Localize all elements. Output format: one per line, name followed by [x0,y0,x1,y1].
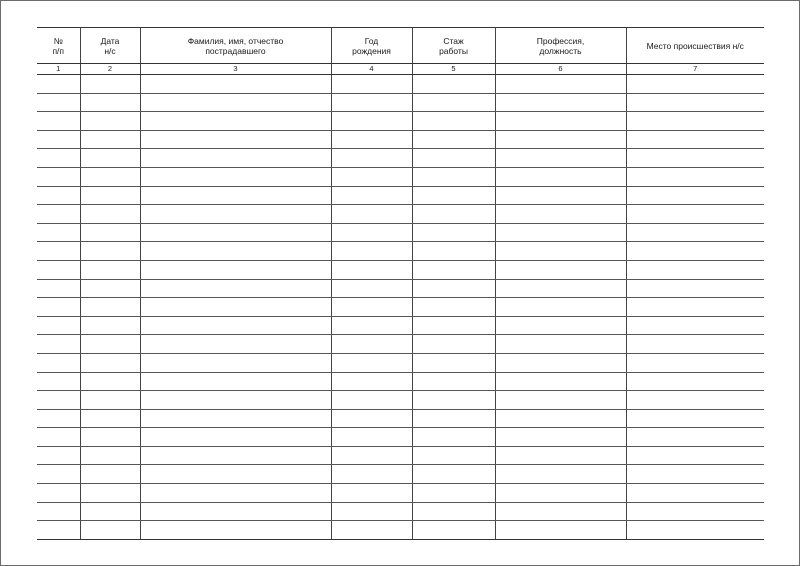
table-cell[interactable] [140,93,331,112]
table-cell[interactable] [626,465,764,484]
table-cell[interactable] [412,446,495,465]
table-row [37,75,764,94]
table-cell[interactable] [495,186,626,205]
table-row [37,93,764,112]
table-cell[interactable] [412,75,495,94]
table-cell[interactable] [412,167,495,186]
col-number-4: 4 [331,64,412,75]
table-cell[interactable] [331,502,412,521]
table-cell[interactable] [495,335,626,354]
table-cell[interactable] [80,75,140,94]
table-cell[interactable] [331,279,412,298]
table-cell[interactable] [80,335,140,354]
table-cell[interactable] [140,446,331,465]
col-header-location: Место происшествия н/с [626,28,764,64]
table-cell[interactable] [412,428,495,447]
table-cell[interactable] [495,428,626,447]
table-cell[interactable] [140,130,331,149]
table-row [37,521,764,540]
table-cell[interactable] [626,260,764,279]
table-cell[interactable] [412,391,495,410]
table-cell[interactable] [37,186,80,205]
table-cell[interactable] [80,484,140,503]
table-cell[interactable] [331,335,412,354]
table-row [37,223,764,242]
table-cell[interactable] [37,167,80,186]
table-cell[interactable] [331,353,412,372]
table-row [37,502,764,521]
table-row [37,260,764,279]
table-cell[interactable] [80,521,140,540]
table-cell[interactable] [331,205,412,224]
table-cell[interactable] [495,298,626,317]
table-row [37,353,764,372]
table-cell[interactable] [80,446,140,465]
table-cell[interactable] [626,298,764,317]
table-cell[interactable] [495,446,626,465]
table-cell[interactable] [140,242,331,261]
table-cell[interactable] [140,353,331,372]
table-cell[interactable] [495,353,626,372]
table-cell[interactable] [37,75,80,94]
table-cell[interactable] [140,372,331,391]
table-cell[interactable] [37,428,80,447]
table-row [37,409,764,428]
table-cell[interactable] [140,223,331,242]
table-cell[interactable] [331,167,412,186]
table-cell[interactable] [37,409,80,428]
table-cell[interactable] [412,298,495,317]
table-cell[interactable] [331,242,412,261]
table-cell[interactable] [140,205,331,224]
table-cell[interactable] [37,316,80,335]
table-cell[interactable] [37,391,80,410]
table-cell[interactable] [495,167,626,186]
table-cell[interactable] [37,484,80,503]
table-cell[interactable] [626,391,764,410]
table-cell[interactable] [37,205,80,224]
table-cell[interactable] [495,149,626,168]
table-cell[interactable] [331,409,412,428]
table-cell[interactable] [80,223,140,242]
col-header-profession: Профессия, должность [495,28,626,64]
table-cell[interactable] [626,446,764,465]
table-cell[interactable] [412,279,495,298]
table-cell[interactable] [80,242,140,261]
table-cell[interactable] [37,260,80,279]
table-cell[interactable] [626,353,764,372]
table-cell[interactable] [412,465,495,484]
header-row [37,28,764,64]
table-cell[interactable] [495,391,626,410]
table-cell[interactable] [412,372,495,391]
table-row [37,167,764,186]
table-cell[interactable] [412,484,495,503]
table-row [37,465,764,484]
table-cell[interactable] [37,335,80,354]
column-number-row [37,64,764,75]
col-number-6: 6 [495,64,626,75]
table-cell[interactable] [140,260,331,279]
table-cell[interactable] [495,205,626,224]
table-cell[interactable] [331,391,412,410]
table-cell[interactable] [331,223,412,242]
table-cell[interactable] [37,223,80,242]
table-row [37,316,764,335]
table-row [37,149,764,168]
table-cell[interactable] [626,428,764,447]
table-cell[interactable] [140,409,331,428]
accident-journal-table [37,27,764,540]
table-cell[interactable] [331,112,412,131]
table-cell[interactable] [412,205,495,224]
table-row [37,186,764,205]
table-cell[interactable] [331,521,412,540]
table-cell[interactable] [626,372,764,391]
table-cell[interactable] [412,409,495,428]
table-cell[interactable] [331,186,412,205]
table-cell[interactable] [331,316,412,335]
table-cell[interactable] [331,149,412,168]
table-cell[interactable] [80,391,140,410]
table-cell[interactable] [140,112,331,131]
table-cell[interactable] [495,409,626,428]
table-cell[interactable] [412,502,495,521]
table-cell[interactable] [412,149,495,168]
table-cell[interactable] [37,372,80,391]
table-cell[interactable] [331,484,412,503]
table-cell[interactable] [331,446,412,465]
table-cell[interactable] [37,353,80,372]
table-cell[interactable] [412,521,495,540]
table-cell[interactable] [495,242,626,261]
table-cell[interactable] [80,93,140,112]
table-cell[interactable] [80,260,140,279]
table-cell[interactable] [495,465,626,484]
table-cell[interactable] [626,335,764,354]
table-cell[interactable] [626,521,764,540]
table-cell[interactable] [331,298,412,317]
table-row [37,391,764,410]
col-header-birth-year: Год рождения [331,28,412,64]
table-cell[interactable] [140,316,331,335]
table-cell[interactable] [626,484,764,503]
table-cell[interactable] [495,316,626,335]
table-cell[interactable] [140,167,331,186]
table-cell[interactable] [626,186,764,205]
table-row [37,112,764,131]
table-cell[interactable] [331,372,412,391]
table-cell[interactable] [412,260,495,279]
table-cell[interactable] [80,298,140,317]
table-cell[interactable] [495,130,626,149]
table-cell[interactable] [140,75,331,94]
col-number-5: 5 [412,64,495,75]
table-cell[interactable] [495,372,626,391]
col-number-7: 7 [626,64,764,75]
table-cell[interactable] [80,167,140,186]
table-cell[interactable] [37,502,80,521]
table-cell[interactable] [37,242,80,261]
table-cell[interactable] [37,465,80,484]
table-cell[interactable] [140,279,331,298]
table-row [37,130,764,149]
table-cell[interactable] [412,112,495,131]
table-cell[interactable] [495,260,626,279]
table-cell[interactable] [80,372,140,391]
table-cell[interactable] [495,93,626,112]
table-row [37,446,764,465]
table-cell[interactable] [626,316,764,335]
table-cell[interactable] [412,186,495,205]
table-cell[interactable] [80,465,140,484]
table-cell[interactable] [626,409,764,428]
table-cell[interactable] [80,205,140,224]
table-cell[interactable] [80,186,140,205]
table-cell[interactable] [80,149,140,168]
table-row [37,484,764,503]
table-cell[interactable] [80,353,140,372]
table-cell[interactable] [140,502,331,521]
col-number-1: 1 [37,64,80,75]
table-cell[interactable] [412,130,495,149]
table-cell[interactable] [140,298,331,317]
table-cell[interactable] [37,112,80,131]
table-cell[interactable] [495,521,626,540]
table-cell[interactable] [495,112,626,131]
table-cell[interactable] [37,446,80,465]
table-cell[interactable] [80,316,140,335]
table-cell[interactable] [331,260,412,279]
table-cell[interactable] [626,149,764,168]
table-cell[interactable] [140,484,331,503]
col-header-number: № п/п [37,28,80,64]
table-cell[interactable] [331,130,412,149]
table-cell[interactable] [37,521,80,540]
table-cell[interactable] [495,502,626,521]
table-cell[interactable] [412,242,495,261]
table-cell[interactable] [80,112,140,131]
table-cell[interactable] [626,242,764,261]
col-number-3: 3 [140,64,331,75]
table-cell[interactable] [626,167,764,186]
table-cell[interactable] [626,130,764,149]
table-row [37,372,764,391]
table-cell[interactable] [37,93,80,112]
table-cell[interactable] [626,502,764,521]
table-cell[interactable] [37,130,80,149]
table-row [37,205,764,224]
table-cell[interactable] [412,335,495,354]
table-cell[interactable] [626,223,764,242]
table-cell[interactable] [495,484,626,503]
table-cell[interactable] [626,205,764,224]
col-number-2: 2 [80,64,140,75]
table-row [37,428,764,447]
table-cell[interactable] [331,93,412,112]
table-cell[interactable] [140,521,331,540]
table-cell[interactable] [495,279,626,298]
table-cell[interactable] [80,409,140,428]
table-cell[interactable] [80,428,140,447]
table-row [37,279,764,298]
table-cell[interactable] [331,465,412,484]
table-cell[interactable] [495,223,626,242]
table-body [37,75,764,540]
table-cell[interactable] [626,75,764,94]
table-row [37,298,764,317]
table-cell[interactable] [412,93,495,112]
table-cell[interactable] [140,465,331,484]
table-row [37,242,764,261]
table-cell[interactable] [80,502,140,521]
table-cell[interactable] [495,75,626,94]
table-cell[interactable] [140,149,331,168]
table-cell[interactable] [412,316,495,335]
table-cell[interactable] [140,186,331,205]
table-cell[interactable] [37,298,80,317]
table-cell[interactable] [140,428,331,447]
table-cell[interactable] [331,428,412,447]
table-cell[interactable] [626,93,764,112]
table-cell[interactable] [412,223,495,242]
table-cell[interactable] [37,149,80,168]
table-cell[interactable] [140,391,331,410]
table-cell[interactable] [626,112,764,131]
col-header-full-name: Фамилия, имя, отчество пострадавшего [140,28,331,64]
table-cell[interactable] [37,279,80,298]
table-cell[interactable] [80,279,140,298]
col-header-date: Дата н/с [80,28,140,64]
table-cell[interactable] [412,353,495,372]
table-cell[interactable] [80,130,140,149]
table-cell[interactable] [626,279,764,298]
col-header-experience: Стаж работы [412,28,495,64]
table-row [37,335,764,354]
table-cell[interactable] [331,75,412,94]
table-cell[interactable] [140,335,331,354]
